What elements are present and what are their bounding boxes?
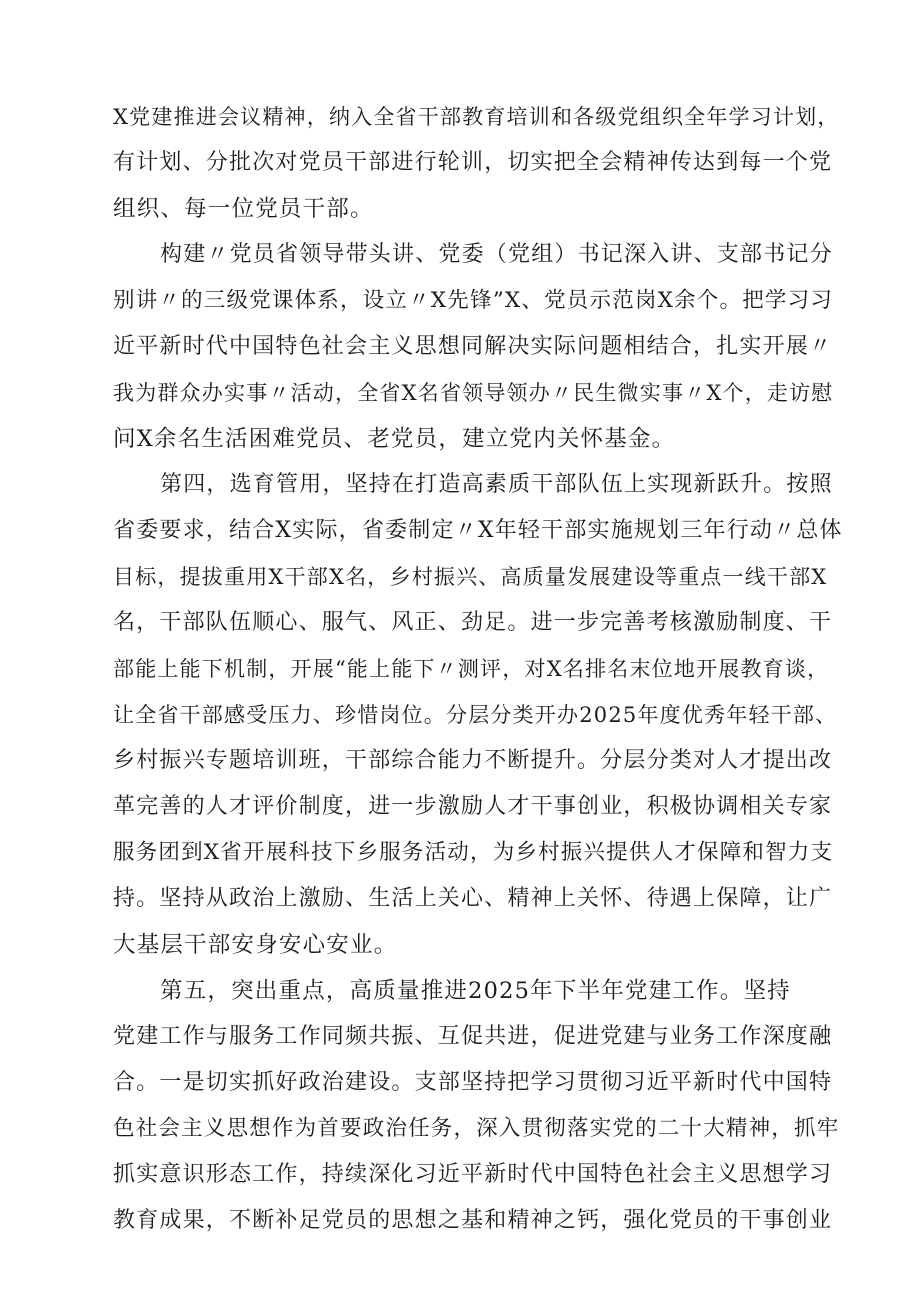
text-line: 色社会主义思想作为首要政治任务，深入贯彻落实党的二十大精神，抓牢: [113, 1116, 840, 1141]
text-line: 持。坚持从政治上激励、生活上关心、精神上关怀、待遇上保障，让广: [113, 886, 833, 911]
text-line: 目标，提拔重用X干部X名，乡村振兴、高质量发展建设等重点一线干部X: [113, 565, 828, 589]
text-line: 第四，选育管用，坚持在打造高素质干部队伍上实现新跃升。按照: [160, 472, 833, 497]
text-line: 第五，突出重点，高质量推进2025年下半年党建工作。坚持: [160, 978, 791, 1004]
text-line: 近平新时代中国特色社会主义思想同解决实际问题相结合，扎实开展〃: [113, 334, 833, 359]
text-line: X党建推进会议精神，纳入全省干部教育培训和各级党组织全年学习计划，: [113, 105, 840, 129]
text-line: 服务团到X省开展科技下乡服务活动，为乡村振兴提供人才保障和智力支: [113, 840, 834, 865]
text-line: 部能上能下机制，开展“能上能下〃测评，对X名排名末位地开展教育谈，: [113, 657, 830, 681]
text-line: 乡村振兴专题培训班，干部综合能力不断提升。分层分类对人才提出改: [113, 748, 833, 773]
text-line: 让全省干部感受压力、珍惜岗位。分层分类开办2025年度优秀年轻干部、: [113, 703, 838, 727]
text-line: 名，干部队伍顺心、服气、风正、劲足。进一步完善考核激励制度、干: [113, 610, 833, 635]
text-line: 组织、每一位党员干部。: [113, 196, 374, 222]
text-line: 构建〃党员省领导带头讲、党委（党组）书记深入讲、支部书记分: [160, 242, 833, 267]
text-line: 别讲〃的三级党课体系，设立〃X先锋”X、党员示范岗X余个。把学习习: [113, 288, 834, 313]
text-line: 抓实意识形态工作，持续深化习近平新时代中国特色社会主义思想学习: [113, 1162, 833, 1187]
text-line: 有计划、分批次对党员干部进行轮训，切实把全会精神传达到每一个党: [113, 150, 833, 175]
text-line: 合。一是切实抓好政治建设。支部坚持把学习贯彻习近平新时代中国特: [113, 1070, 833, 1095]
text-line: 问X余名生活困难党员、老党员，建立党内关怀基金。: [113, 426, 676, 452]
text-line: 我为群众办实事〃活动，全省X名省领导领办〃民生微实事〃X个，走访慰: [113, 381, 834, 405]
text-line: 省委要求，结合X实际，省委制定〃X年轻干部实施规划三年行动〃总体: [113, 518, 843, 543]
text-line: 革完善的人才评价制度，进一步激励人才干事创业，积极协调相关专家: [113, 794, 833, 819]
text-line: 大基层干部安身安心安业。: [113, 932, 398, 958]
text-line: 党建工作与服务工作同频共振、互促共进，促进党建与业务工作深度融: [113, 1024, 833, 1049]
text-line: 教育成果，不断补足党员的思想之基和精神之钙，强化党员的干事创业: [113, 1208, 833, 1233]
